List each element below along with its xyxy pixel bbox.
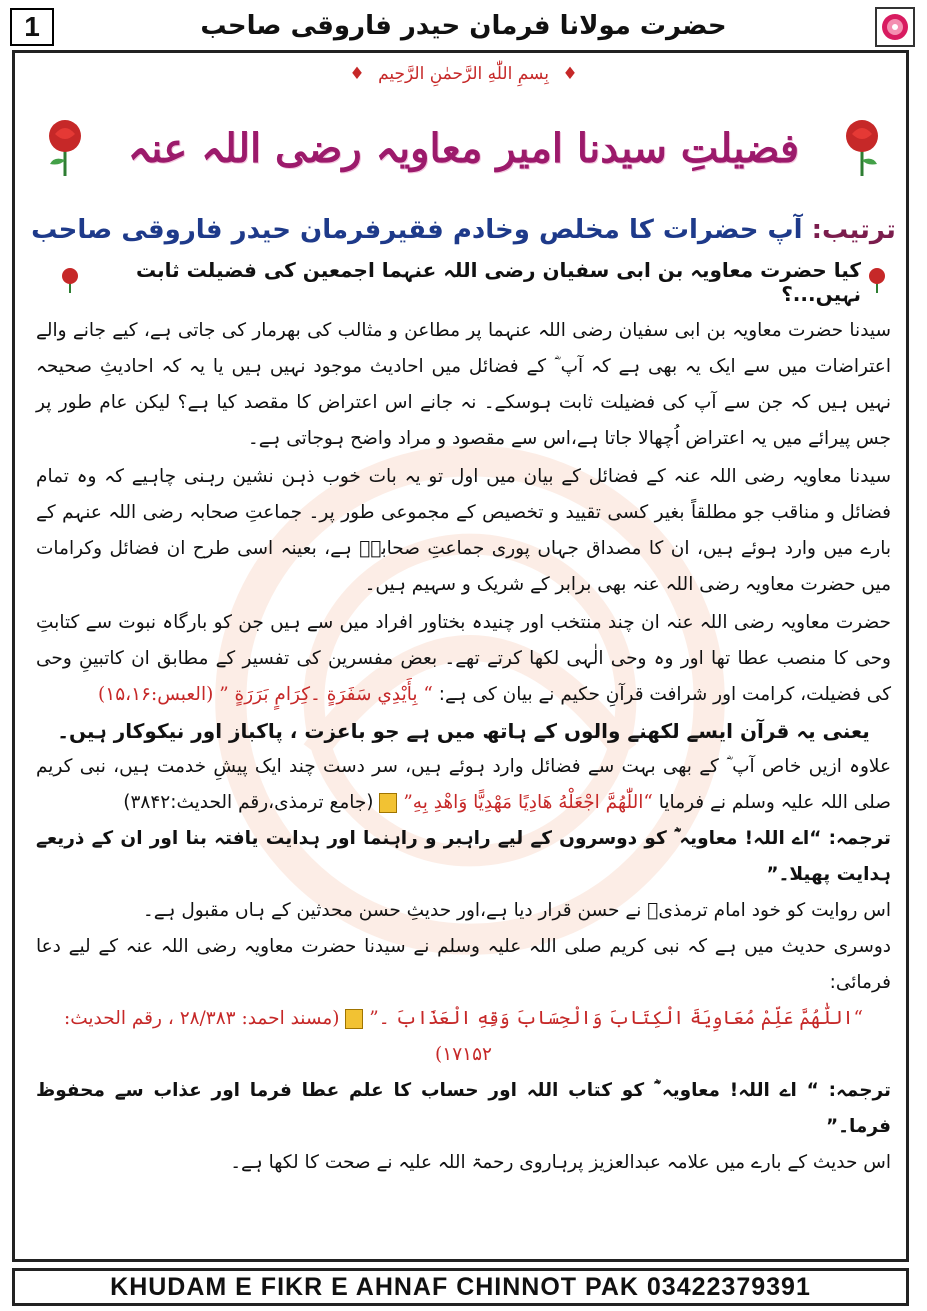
compiler-text: آپ حضرات کا مخلص وخادم فقیرفرمان حیدر فاروقی صاحب — [31, 215, 803, 245]
page-number: 1 — [10, 8, 54, 46]
rose-icon — [40, 116, 90, 180]
rose-icon — [867, 267, 887, 298]
question-heading — [60, 258, 887, 306]
bismillah — [0, 64, 927, 84]
compiler-label: ترتیب: — [811, 215, 896, 245]
article-body — [36, 313, 891, 1181]
page-title: فضیلتِ سیدنا امیر معاویہ رضی اللہ عنہ — [127, 124, 800, 172]
diamond-icon: ♦ — [562, 64, 578, 84]
book-icon — [379, 793, 397, 813]
diamond-icon: ♦ — [349, 64, 365, 84]
verse-reference: (العبس:۱۵،۱۶) — [98, 684, 214, 705]
paragraph-text: علاوہ ازیں خاص آپ ؓ کے بھی بہت سے فضائل وارد ہوئے ہیں، سر دست چند ایک پیشِ خدمت ہیں، نبی کریم صلی اللہ علیہ وسلم نے فرمایا — [36, 756, 891, 813]
paragraph — [36, 749, 891, 821]
paragraph: اس حدیث کے بارے میں علامہ عبدالعزیز پرہاروی رحمۃ اللہ علیہ نے صحت کا لکھا ہے۔ — [230, 1152, 891, 1173]
title-row — [40, 108, 887, 188]
logo-icon — [875, 7, 915, 47]
translation-line: ترجمہ: “اے اللہ! معاویہ ؓ کو دوسروں کے لیے راہبر و راہنما اور ہدایت یافتہ بنا اور ان کے ذریعے ہدایت پھیلا۔” — [36, 828, 891, 885]
hadith-text: “اللّٰهُمَّ عَلِّمْ مُعَاوِيَةَ الْكِتَابَ وَالْحِسَابَ وَقِهِ الْعَذَابَ ۔” — [369, 1008, 863, 1029]
paragraph: اس روایت کو خود امام ترمذیؒ نے حسن قرار دیا ہے،اور حدیثِ حسن محدثین کے ہاں مقبول ہے۔ — [142, 900, 891, 921]
hadith-line — [36, 1001, 891, 1073]
hadith-text: “اللّٰهُمَّ اجْعَلْهُ هَادِيًا مَهْدِيًّا وَاهْدِ بِهِ” — [403, 792, 653, 813]
paragraph: سیدنا معاویہ رضی اللہ عنہ کے فضائل کے بیان میں اول تو یہ بات خوب ذہن نشین رہنی چاہیے کہ وہ تمام فضائل و مناقب جو مطلقاً بغیر کسی تقیید و تخصیص کے مجموعی طور پر۔ جماعتِ صحابہ رضی اللہ عنہم کے بارے میں وارد ہوئے ہیں، ان کا مصداق جہاں پوری جماعتِ صحابہؓ ہے، بعینہ اسی طرح ان فضائل وکرامات میں حضرت معاویہ رضی اللہ عنہ بھی برابر کے شریک و سہیم ہیں۔ — [36, 466, 891, 595]
translation-line: یعنی یہ قرآن ایسے لکھنے والوں کے ہاتھ میں ہے جو باعزت ، پاکباز اور نیکوکار ہیں۔ — [57, 719, 870, 743]
compiler-line — [0, 215, 927, 245]
paragraph: سیدنا حضرت معاویہ بن ابی سفیان رضی اللہ عنہما پر مطاعن و مثالب کی بھرمار کی جاتی ہے، کیے جانے والے اعتراضات میں سے ایک یہ بھی ہے کہ آپ ؓ کے فضائل میں احادیث موجود نہیں ہیں یا یہ کہ احادیثِ صحیحہ نہیں ہیں کہ جن سے آپ کی فضیلت ثابت ہوسکے۔ نہ جانے اس اعتراض کا مقصد کیا ہے؟ لیکن عام طور پر جس پیرائے میں یہ اعتراض اُچھالا جاتا ہے،اس سے مقصود و مراد واضح ہوجاتی ہے۔ — [36, 320, 891, 449]
hadith-reference: (جامع ترمذی،رقم الحدیث:۳۸۴۲) — [123, 792, 374, 813]
author-header: حضرت مولانا فرمان حیدر فاروقی صاحب — [200, 11, 727, 41]
question-text: کیا حضرت معاویہ بن ابی سفیان رضی اللہ عنہما اجمعین کی فضیلت ثابت نہیں...؟ — [135, 258, 861, 306]
quran-verse: “ بِأَيْدِي سَفَرَةٍ ۔كِرَامٍ بَرَرَةٍ ” — [219, 684, 433, 705]
rose-icon — [837, 116, 887, 180]
paragraph-text: حضرت معاویہ رضی اللہ عنہ ان چند منتخب اور چنیدہ بختاور افراد میں سے ہیں جن کو بارگاہ نبوت سے کتابتِ وحی کا منصب عطا تھا اور وہ وحی الٰہی لکھا کرتے تھے۔ بعض مفسرین کی تفسیر کے مطابق ان کاتبینِ وحی کی فضیلت، کرامت اور شرافت قرآنِ حکیم نے بیان کی ہے: — [36, 612, 891, 705]
hadith-reference: (مسند احمد: ۲۸/۳۸۳ ، رقم الحدیث: ۱۷۱۵۲) — [64, 1008, 492, 1065]
footer-contact: KHUDAM E FIKR E AHNAF CHINNOT PAK 03422379391 — [12, 1268, 909, 1306]
book-icon — [345, 1009, 363, 1029]
paragraph: دوسری حدیث میں ہے کہ نبی کریم صلی اللہ علیہ وسلم نے سیدنا حضرت معاویہ رضی اللہ عنہ کے لیے دعا فرمائی: — [36, 936, 891, 993]
rose-icon — [60, 267, 80, 298]
translation-line: ترجمہ: “ اے اللہ! معاویہ ؓ کو کتاب اللہ اور حساب کا علم عطا فرما اور عذاب سے محفوظ فرما۔” — [36, 1080, 891, 1137]
bismillah-text: بِسمِ اللّٰهِ الرَّحمٰنِ الرَّحِيم — [378, 64, 549, 84]
paragraph — [36, 605, 891, 713]
